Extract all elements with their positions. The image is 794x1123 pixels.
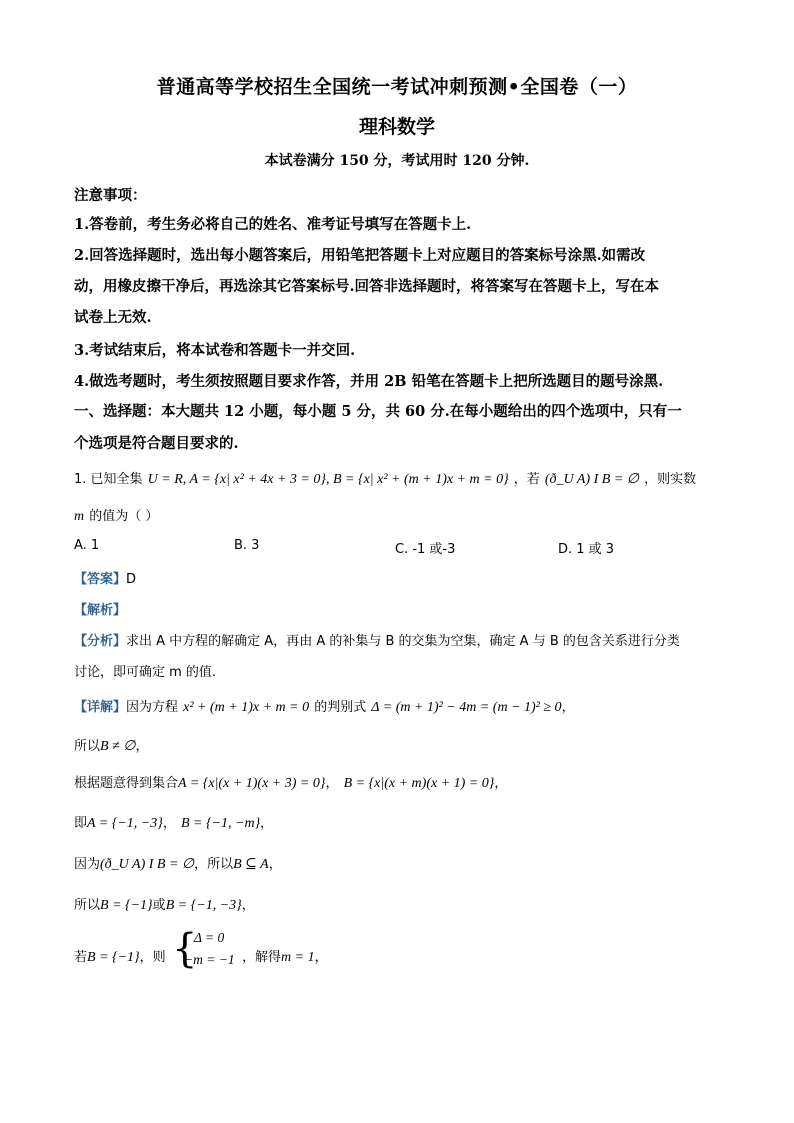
detail-line2 (74, 735, 148, 755)
detail-l3-math: A = {x|(x + 1)(x + 3) = 0} (178, 776, 326, 791)
question-1-sets: U = R, A = {x| x² + 4x + 3 = 0}, B = {x| x² + (m + 1)x + m = 0} (147, 472, 509, 487)
detail-l3-text: 根据题意得到集合 (74, 776, 179, 791)
notice-item-3: 3.考试结束后，将本试卷和答题卡一并交回. (74, 342, 356, 359)
detail-l1-text2: 的判别式 (314, 700, 367, 715)
detail-l7-end: ， (314, 950, 328, 965)
detail-l6-end: ， (241, 898, 255, 913)
analysis-label: 【解析】 (74, 603, 127, 618)
system-eq-1: Δ = 0 (194, 930, 225, 945)
detail-l2-text: 所以 (74, 739, 101, 754)
detail-l7-text2: ，则 (139, 950, 166, 965)
analysis-line1 (74, 630, 680, 649)
detail-line5 (74, 853, 282, 873)
question-1-cond-prefix: ，若 (513, 472, 540, 487)
notice-heading: 注意事项： (74, 187, 147, 204)
section-heading-line1: 一、选择题：本大题共 12 小题，每小题 5 分，共 60 分.在每小题给出的四个选项中，只有一 (74, 403, 682, 420)
page-title: 普通高等学校招生全国统一考试冲刺预测•全国卷（一） (156, 76, 638, 98)
detail-label: 【详解】 (74, 700, 127, 715)
detail-line4 (74, 812, 273, 832)
section-heading-line2: 个选项是符合题目要求的. (74, 435, 239, 452)
question-1-line2 (74, 505, 158, 525)
detail-l2-math: B ≠ ∅ (100, 739, 136, 754)
detail-l5-math: (ð_U A) I B = ∅ (100, 857, 195, 872)
detail-l6-math: B = {−1} (100, 898, 153, 913)
detail-l1-math2: Δ = (m + 1)² − 4m = (m − 1)² ≥ 0 (371, 700, 562, 715)
answer-label: 【答案】 (74, 572, 127, 587)
detail-l6-text: 所以 (74, 898, 101, 913)
detail-l4-math: A = {−1, −3} (87, 816, 163, 831)
option-c: C. -1 或-3 (395, 542, 456, 557)
detail-line7 (74, 946, 166, 966)
detail-l7-math3: m = 1 (281, 950, 315, 965)
detail-l6-or: 或 (152, 898, 166, 913)
detail-l1-math: x² + (m + 1)x + m = 0 (183, 700, 310, 715)
detail-l3-end: ， (494, 776, 508, 791)
question-1-var: m (74, 509, 85, 524)
detail-l3-sep: ， (325, 776, 339, 791)
detail-l4-end: ， (260, 816, 274, 831)
detail-l5-text2: ，所以 (194, 857, 234, 872)
notice-item-1: 1.答卷前，考生务必将自己的姓名、准考证号填写在答题卡上. (74, 216, 472, 233)
notice-item-2-cont: 动，用橡皮擦干净后，再选涂其它答案标号.回答非选择题时，将答案写在答题卡上，写在本 (74, 278, 660, 295)
equation-system (172, 926, 252, 976)
detail-l5-end: ， (268, 857, 282, 872)
detail-line6 (74, 894, 255, 914)
detail-line1 (74, 696, 575, 716)
answer-line (74, 568, 136, 587)
exam-note: 本试卷满分 150 分，考试用时 120 分钟. (264, 153, 530, 169)
detail-line3 (74, 772, 507, 792)
page-subtitle: 理科数学 (358, 116, 435, 138)
question-1-prefix: 1. 已知全集 (74, 472, 143, 487)
detail-l5-math2: B ⊆ A (233, 857, 269, 872)
detail-l7-text3: ，解得 (242, 950, 282, 965)
detail-l4-math2: B = {−1, −m} (180, 816, 261, 831)
option-b: B. 3 (234, 538, 260, 553)
detail-l2-end: ， (135, 739, 149, 754)
detail-l4-text: 即 (74, 816, 88, 831)
detail-l1-end: ， (561, 700, 575, 715)
question-1-suffix: ，则实数 (644, 472, 697, 487)
detail-l4-sep: ， (162, 816, 176, 831)
system-eq-2: −m = −1 (184, 952, 235, 967)
fenxi-text-1: 求出 A 中方程的解确定 A，再由 A 的补集与 B 的交集为空集，确定 A 与 B 的包含关系进行分类 (126, 634, 680, 649)
analysis-line2: 讨论，即可确定 m 的值. (74, 665, 217, 680)
detail-l1-text: 因为方程 (126, 700, 179, 715)
option-d: D. 1 或 3 (558, 542, 615, 557)
notice-item-2: 2.回答选择题时，选出每小题答案后，用铅笔把答题卡上对应题目的答案标号涂黑.如需改 (74, 247, 646, 264)
detail-l6-math2: B = {−1, −3} (165, 898, 242, 913)
left-brace-icon: { (172, 926, 198, 972)
detail-line7-tail (242, 946, 328, 966)
answer-value: D (126, 572, 137, 587)
notice-item-2-end: 试卷上无效. (74, 309, 152, 326)
fenxi-label: 【分析】 (74, 634, 127, 649)
detail-l3-math2: B = {x|(x + m)(x + 1) = 0} (343, 776, 495, 791)
question-1-condition: (ð_U A) I B = ∅ (544, 472, 639, 487)
detail-l7-math: B = {−1} (87, 950, 140, 965)
notice-item-4: 4.做选考题时，考生须按照题目要求作答，并用 2B 铅笔在答题卡上把所选题目的题号涂黑. (74, 373, 664, 390)
option-a: A. 1 (74, 538, 100, 553)
detail-l7-text: 若 (74, 950, 88, 965)
detail-l5-text: 因为 (74, 857, 101, 872)
question-1-ask: 的值为（ ） (89, 509, 159, 524)
question-1-line1 (74, 468, 696, 488)
